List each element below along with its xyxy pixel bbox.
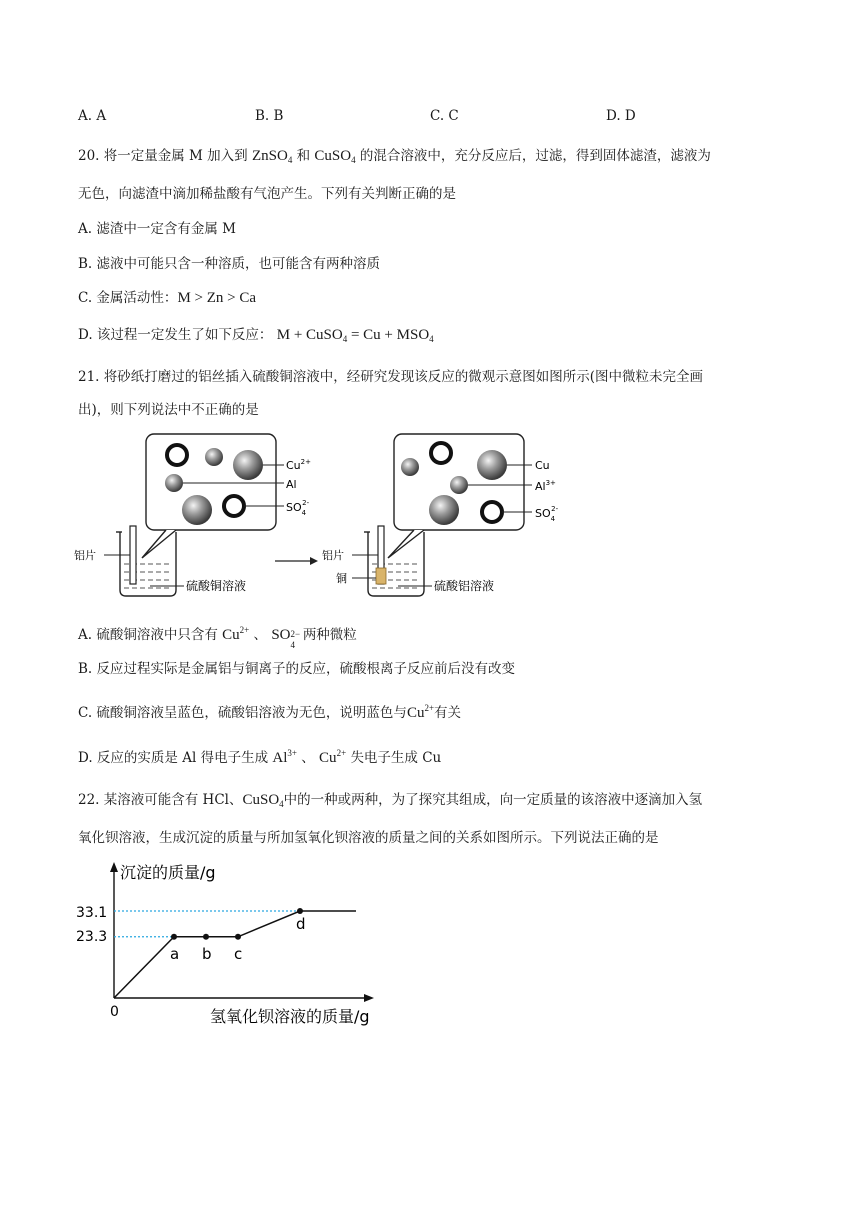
right-sulfate-ring-1 bbox=[431, 443, 451, 463]
left-aluminium-foil bbox=[130, 526, 136, 584]
q21-stem-line1: 21. 将砂纸打磨过的铝丝插入硫酸铜溶液中，经研究发现该反应的微观示意图如图所示(图中微粒未完全画 bbox=[78, 369, 704, 385]
right-label-cu: Cu bbox=[535, 459, 550, 472]
point-label-b: b bbox=[202, 944, 212, 963]
left-aluminium-ball-2 bbox=[165, 474, 183, 492]
q20-stem-line1 bbox=[78, 146, 711, 170]
y-axis-label: 沉淀的质量/g bbox=[120, 863, 216, 882]
left-label-foil: 铝片 bbox=[74, 549, 96, 562]
y-tick-33-1: 33.1 bbox=[76, 905, 108, 921]
right-aluminium-ion-ball-1 bbox=[401, 458, 419, 476]
origin-label: 0 bbox=[110, 1004, 119, 1020]
q22-stem-line1 bbox=[78, 790, 702, 814]
q20-formula-znso4: ZnSO$_4$ bbox=[251, 148, 293, 165]
y-tick-23-3: 23.3 bbox=[76, 929, 108, 945]
left-label-al: Al bbox=[286, 478, 297, 491]
q21-option-d-ion1: $Al^{3+}$ bbox=[272, 748, 297, 766]
q20-option-d bbox=[78, 325, 434, 349]
left-copper-ion-ball-2 bbox=[182, 495, 212, 525]
left-label-so4: $SO_42-$ bbox=[286, 499, 310, 517]
q22-formula-cuso4: CuSO$_4$ bbox=[242, 792, 284, 809]
right-label-foil: 铝片 bbox=[322, 549, 344, 562]
q21-option-d-label: D. 反应的实质是 Al 得电子生成 bbox=[78, 750, 269, 766]
q20-option-c bbox=[78, 288, 256, 308]
q20-and: 和 bbox=[296, 148, 311, 164]
point-c bbox=[235, 934, 241, 940]
q21-option-d-suffix: 失电子生成 Cu bbox=[350, 750, 442, 766]
q21-option-a-suffix: 两种微粒 bbox=[302, 627, 357, 643]
q21-option-d-sep: 、 bbox=[301, 750, 315, 766]
left-callout-pointer bbox=[142, 530, 176, 558]
q21-option-d bbox=[78, 743, 441, 768]
q20-stem-line2: 无色，向滤渣中滴加稀盐酸有气泡产生。下列有关判断正确的是 bbox=[78, 186, 456, 202]
q20-option-c-formula: M > Zn > Ca bbox=[177, 290, 257, 306]
point-b bbox=[203, 934, 209, 940]
left-label-solution: 硫酸铜溶液 bbox=[186, 579, 247, 593]
point-a bbox=[171, 934, 177, 940]
q20-option-d-equation: M + CuSO$_4$ = $Cu + MSO_4$ bbox=[276, 327, 434, 344]
left-panel bbox=[74, 434, 311, 596]
q21-option-a bbox=[78, 620, 357, 650]
q21-option-c-ion: $Cu^{2+}$ bbox=[406, 703, 435, 721]
right-label-copper: 铜 bbox=[336, 572, 347, 585]
right-label-so4: $SO_42-$ bbox=[535, 505, 559, 523]
q20-stem-b: 的混合溶液中，充分反应后，过滤，得到固体滤渣，滤液为 bbox=[359, 148, 711, 164]
right-aluminium-ion-ball-2 bbox=[450, 476, 468, 494]
point-d bbox=[297, 908, 303, 914]
x-axis-arrow bbox=[364, 994, 374, 1002]
q21-option-a-ion1: $Cu^{2+}$ bbox=[222, 625, 250, 643]
q21-option-b: B. 反应过程实际是金属铝与铜离子的反应，硫酸根离子反应前后没有改变 bbox=[78, 661, 516, 677]
q21-option-d-ion2: $Cu^{2+}$ bbox=[319, 748, 347, 766]
q21-option-a-ion2: SO 2− 4 bbox=[271, 627, 301, 650]
right-label-al3: $Al^{3+}$ bbox=[535, 479, 556, 493]
y-axis-arrow bbox=[110, 862, 118, 872]
q21-option-a-sep: 、 bbox=[253, 627, 268, 643]
right-copper-deposit bbox=[376, 568, 386, 584]
q20-formula-cuso4: CuSO$_4$ bbox=[314, 148, 356, 165]
left-sulfate-ring-1 bbox=[167, 445, 187, 465]
q20-option-b: B. 滤液中可能只含一种溶质，也可能含有两种溶质 bbox=[78, 256, 381, 272]
right-panel bbox=[322, 434, 559, 596]
top-option-c: C. C bbox=[430, 108, 459, 124]
q20-option-c-label: C. 金属活动性： bbox=[78, 290, 178, 306]
q21-option-c bbox=[78, 698, 461, 723]
q22-stem-b: 中的一种或两种，为了探究其组成，向一定质量的该溶液中逐滴加入氢 bbox=[283, 792, 703, 808]
q21-micro-diagram bbox=[70, 428, 630, 606]
right-sulfate-ring-2 bbox=[482, 502, 502, 522]
left-sulfate-ring-2 bbox=[224, 496, 244, 516]
q20-option-d-label: D. 该过程一定发生了如下反应： bbox=[78, 327, 273, 343]
q20-stem-a: 20. 将一定量金属 M 加入到 bbox=[78, 148, 248, 164]
top-option-a: A. A bbox=[78, 108, 107, 124]
left-aluminium-ball bbox=[205, 448, 223, 466]
q20-option-a: A. 滤渣中一定含有金属 M bbox=[78, 221, 236, 237]
point-label-a: a bbox=[170, 944, 180, 963]
q21-option-a-label: A. 硫酸铜溶液中只含有 bbox=[78, 627, 218, 643]
top-option-d: D. D bbox=[606, 108, 636, 124]
left-label-cu2: $Cu^{2+}$ bbox=[286, 458, 311, 472]
q21-option-c-suffix: 有关 bbox=[434, 705, 462, 721]
right-copper-ball-1 bbox=[477, 450, 507, 480]
x-axis-label: 氢氧化钡溶液的质量/g bbox=[210, 1007, 370, 1026]
right-copper-ball-2 bbox=[429, 495, 459, 525]
q21-stem-line2: 出)，则下列说法中不正确的是 bbox=[78, 402, 259, 418]
point-label-c: c bbox=[234, 944, 243, 963]
top-option-b: B. B bbox=[255, 108, 284, 124]
point-label-d: d bbox=[296, 915, 306, 933]
q22-precipitate-chart bbox=[70, 856, 410, 1032]
left-copper-ion-ball-1 bbox=[233, 450, 263, 480]
q22-stem-a: 22. 某溶液可能含有 HCl、 bbox=[78, 792, 243, 808]
q22-stem-line2: 氧化钡溶液，生成沉淀的质量与所加氢氧化钡溶液的质量之间的关系如图所示。下列说法正确的是 bbox=[78, 830, 659, 846]
right-label-solution: 硫酸铝溶液 bbox=[434, 579, 495, 593]
q21-option-c-label: C. 硫酸铜溶液呈蓝色，硫酸铝溶液为无色，说明蓝色与 bbox=[78, 705, 407, 721]
right-callout-pointer bbox=[388, 530, 424, 558]
